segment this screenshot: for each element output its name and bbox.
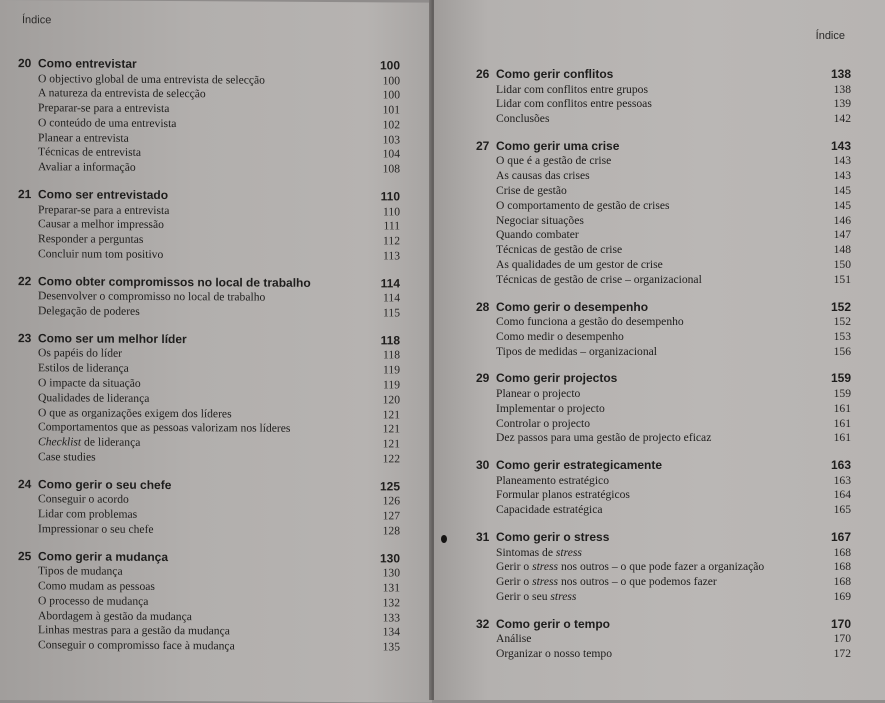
toc-entry [18, 638, 400, 655]
toc-entry-page: 152 [833, 315, 851, 329]
toc-entry-title: Case studies [38, 450, 96, 464]
toc-entry-page: 168 [833, 560, 851, 574]
toc-entry-title: Planeamento estratégico [496, 473, 609, 487]
chapter-page-number: 100 [379, 58, 400, 73]
toc-entry [476, 417, 851, 432]
ink-spot [441, 535, 447, 543]
right-page [434, 0, 885, 700]
chapter-number: 26 [476, 67, 490, 81]
toc-entry-title: Análise [496, 632, 532, 646]
toc-entry-page: 103 [382, 133, 400, 147]
toc-entry-title: Dez passos para uma gestão de projecto eficaz [496, 431, 712, 445]
toc-entry-title: As causas das crises [496, 169, 590, 183]
toc-entry-page: 143 [833, 154, 851, 168]
toc-entry [476, 431, 851, 446]
toc-entry-title: Formular planos estratégicos [496, 488, 630, 502]
toc-entry-page: 139 [833, 97, 851, 111]
toc-entry-page: 146 [833, 213, 851, 227]
toc-entry-title: Os papéis do líder [38, 346, 123, 361]
toc-entry-page: 147 [833, 228, 851, 242]
toc-entry [476, 154, 851, 169]
toc-entry-title: Implementar o projecto [496, 401, 605, 415]
toc-entry [476, 503, 851, 518]
chapter-title: 23 Como ser um melhor líder [18, 330, 187, 346]
toc-entry-title: Como medir o desempenho [496, 329, 624, 343]
toc-entry-page: 114 [383, 291, 400, 305]
toc-left-column [18, 56, 400, 667]
toc-entry [476, 199, 851, 214]
toc-entry-page: 143 [833, 169, 851, 183]
toc-entry-title: Comportamentos que as pessoas valorizam nos líderes [38, 420, 291, 436]
chapter-heading [476, 458, 851, 474]
toc-entry-title: Técnicas de gestão de crise – organizacional [496, 272, 702, 286]
toc-entry-title: Abordagem à gestão da mudança [38, 608, 192, 623]
toc-entry-page: 119 [383, 378, 400, 392]
toc-chapter-28 [476, 300, 851, 360]
toc-entry-title: Tipos de medidas – organizacional [496, 344, 657, 358]
chapter-title: 30 Como gerir estrategicamente [476, 458, 663, 473]
toc-entry-page: 145 [833, 198, 851, 212]
toc-entry-page: 100 [382, 73, 400, 87]
toc-entry-title: O comportamento de gestão de crises [496, 198, 670, 212]
chapter-page-number: 170 [830, 616, 851, 631]
toc-entry [18, 304, 400, 321]
chapter-heading [476, 139, 851, 155]
toc-entry-page: 151 [833, 272, 851, 286]
chapter-title: 25 Como gerir a mudança [18, 548, 169, 564]
running-head-right: Índice [815, 30, 845, 42]
chapter-title: 27 Como gerir uma crise [476, 138, 620, 153]
chapter-page-number: 152 [830, 299, 851, 314]
toc-entry-page: 169 [833, 589, 851, 603]
toc-entry [476, 258, 851, 273]
toc-entry [476, 97, 851, 112]
toc-entry-page: 163 [833, 473, 851, 487]
toc-chapter-22 [18, 274, 400, 321]
toc-entry-page: 170 [833, 632, 851, 646]
toc-entry-title: Impressionar o seu chefe [38, 522, 154, 536]
chapter-heading [476, 371, 851, 387]
toc-entry-page: 110 [383, 204, 400, 219]
toc-entry [476, 112, 851, 127]
chapter-title: 32 Como gerir o tempo [476, 616, 611, 631]
toc-entry-page: 161 [833, 431, 851, 445]
toc-entry-title: Quando combater [496, 228, 579, 242]
toc-entry-title: O que as organizações exigem dos líderes [38, 405, 232, 420]
toc-entry-page: 168 [833, 545, 851, 559]
toc-entry-page: 121 [382, 407, 400, 421]
toc-chapter-26 [476, 67, 851, 127]
toc-entry-title: Estilos de liderança [38, 361, 129, 375]
toc-chapter-32 [476, 617, 851, 662]
toc-entry [476, 83, 851, 98]
toc-entry [476, 474, 851, 489]
toc-entry-page: 104 [382, 147, 400, 161]
toc-entry-title: O objectivo global de uma entrevista de selecção [38, 71, 265, 87]
toc-entry-page: 172 [833, 647, 851, 661]
toc-entry-title: Linhas mestras para a gestão da mudança [38, 623, 230, 638]
toc-entry-title: Planear o projecto [496, 386, 581, 400]
chapter-page-number: 167 [830, 530, 851, 545]
toc-entry-title: O processo de mudança [38, 593, 149, 608]
toc-entry-page: 130 [382, 566, 400, 580]
toc-entry-page: 161 [833, 401, 851, 415]
toc-entry-title: Conclusões [496, 112, 550, 126]
toc-chapter-30 [476, 458, 851, 518]
toc-entry-page: 127 [382, 509, 400, 523]
toc-right-column [476, 67, 851, 674]
toc-entry-page: 122 [382, 452, 400, 466]
chapter-page-number: 163 [830, 458, 851, 473]
toc-entry [476, 243, 851, 258]
toc-entry [476, 632, 851, 647]
toc-entry-page: 142 [833, 112, 851, 126]
chapter-number: 22 [18, 273, 32, 288]
toc-entry-title: As qualidades de um gestor de crise [496, 257, 663, 271]
toc-entry-title: Qualidades de liderança [38, 390, 150, 405]
toc-chapter-20 [18, 56, 400, 177]
toc-entry [476, 330, 851, 345]
chapter-number: 25 [18, 548, 32, 563]
toc-entry-page: 119 [383, 363, 400, 377]
chapter-heading [476, 300, 851, 316]
toc-entry-title: Técnicas de gestão de crise [496, 243, 623, 257]
toc-entry-page: 131 [382, 581, 400, 595]
toc-entry [476, 590, 851, 605]
toc-entry-title: Como funciona a gestão do desempenho [496, 315, 684, 329]
toc-entry-title: Desenvolver o compromisso no local de trabalho [38, 289, 266, 304]
chapter-number: 28 [476, 299, 490, 314]
toc-entry-title: Responder a perguntas [38, 232, 144, 247]
toc-entry-page: 113 [383, 249, 400, 263]
toc-entry-page: 145 [833, 183, 851, 197]
toc-entry-page: 120 [382, 393, 400, 407]
toc-entry-page: 121 [382, 422, 400, 436]
toc-chapter-24 [18, 477, 400, 539]
chapter-page-number: 159 [830, 371, 851, 386]
toc-entry-title: Como mudam as pessoas [38, 579, 155, 593]
chapter-page-number: 125 [379, 479, 400, 494]
toc-chapter-25 [18, 549, 400, 656]
toc-entry-page: 159 [833, 386, 851, 400]
toc-entry-page: 161 [833, 416, 851, 430]
chapter-number: 23 [18, 330, 32, 346]
toc-entry-page: 153 [833, 329, 851, 343]
chapter-page-number: 138 [830, 67, 851, 81]
toc-chapter-31 [476, 530, 851, 605]
toc-entry-page: 108 [382, 162, 400, 176]
toc-entry-page: 164 [833, 488, 851, 502]
toc-entry-title: Técnicas de entrevista [38, 145, 142, 160]
toc-entry [476, 273, 851, 288]
toc-entry [476, 345, 851, 360]
chapter-page-number: 110 [380, 189, 400, 204]
toc-chapter-23 [18, 331, 400, 467]
toc-entry-title: Conseguir o acordo [38, 492, 129, 507]
toc-entry [18, 247, 400, 264]
toc-chapter-27 [476, 139, 851, 288]
toc-entry-title: Negociar situações [496, 213, 584, 227]
toc-entry-page: 100 [382, 88, 400, 102]
chapter-title: 21 Como ser entrevistado [18, 187, 169, 203]
toc-entry-title: Tipos de mudança [38, 564, 123, 578]
toc-entry [476, 402, 851, 417]
toc-entry-page: 126 [382, 494, 400, 508]
toc-entry-page: 133 [382, 610, 400, 624]
toc-entry-title: Gerir o seu stress [496, 589, 577, 603]
toc-chapter-29 [476, 371, 851, 446]
chapter-number: 32 [476, 616, 490, 631]
toc-entry-page: 165 [833, 503, 851, 517]
toc-entry-title: Planear a entrevista [38, 130, 129, 145]
toc-entry-title: Checklist de liderança [38, 435, 141, 449]
chapter-number: 24 [18, 476, 32, 491]
toc-entry-title: Organizar o nosso tempo [496, 647, 613, 661]
toc-entry-page: 111 [383, 219, 400, 233]
toc-entry [18, 160, 400, 177]
chapter-title: 20 Como entrevistar [18, 56, 137, 71]
toc-entry-page: 128 [382, 524, 400, 538]
toc-entry-page: 168 [833, 575, 851, 589]
toc-entry-title: Gerir o stress nos outros – o que pode fazer a organização [496, 560, 765, 574]
chapter-title: 24 Como gerir o seu chefe [18, 476, 172, 492]
toc-entry [476, 488, 851, 503]
toc-entry-page: 101 [382, 103, 400, 117]
toc-entry-title: O impacte da situação [38, 376, 141, 390]
toc-entry [476, 228, 851, 243]
toc-entry-title: Lidar com conflitos entre pessoas [496, 97, 652, 111]
toc-entry-page: 148 [833, 243, 851, 257]
chapter-title: 31 Como gerir o stress [476, 530, 610, 545]
toc-entry-title: Conseguir o compromisso face à mudança [38, 638, 235, 653]
toc-entry [476, 214, 851, 229]
toc-entry [476, 546, 851, 561]
toc-entry-title: Capacidade estratégica [496, 503, 603, 517]
toc-entry-title: Sintomas de stress [496, 545, 582, 559]
chapter-number: 27 [476, 138, 490, 153]
toc-entry-title: Gerir o stress nos outros – o que podemos fazer [496, 575, 717, 589]
toc-entry [476, 184, 851, 199]
chapter-page-number: 143 [830, 138, 851, 153]
toc-entry-page: 150 [833, 257, 851, 271]
toc-entry-page: 118 [383, 348, 400, 362]
toc-entry-page: 134 [382, 625, 400, 639]
toc-entry-title: Preparar-se para a entrevista [38, 202, 170, 217]
toc-entry-title: O que é a gestão de crise [496, 154, 612, 168]
toc-entry-page: 132 [382, 596, 400, 610]
toc-entry-title: Controlar o projecto [496, 416, 591, 430]
chapter-title: 26 Como gerir conflitos [476, 67, 614, 81]
left-page [0, 0, 432, 703]
chapter-number: 29 [476, 371, 490, 386]
chapter-number: 30 [476, 458, 490, 473]
chapter-page-number: 118 [380, 333, 400, 348]
toc-entry-title: O conteúdo de uma entrevista [38, 116, 177, 130]
toc-entry-title: Preparar-se para a entrevista [38, 101, 170, 116]
toc-entry-title: Delegação de poderes [38, 304, 140, 318]
chapter-title: 28 Como gerir o desempenho [476, 299, 649, 314]
toc-entry-page: 138 [833, 82, 851, 96]
toc-entry [476, 647, 851, 662]
running-head-left: Índice [22, 14, 52, 27]
chapter-heading [476, 530, 851, 546]
toc-entry-page: 135 [382, 640, 400, 654]
chapter-heading [476, 67, 851, 83]
toc-entry-page: 102 [382, 118, 400, 132]
toc-entry [476, 560, 851, 575]
toc-entry-page: 115 [383, 306, 400, 320]
chapter-number: 31 [476, 530, 490, 545]
toc-entry-page: 156 [833, 344, 851, 358]
toc-entry [18, 450, 400, 467]
chapter-page-number: 130 [379, 550, 400, 566]
chapter-title: 22 Como obter compromissos no local de trabalho [18, 273, 311, 290]
toc-entry [476, 575, 851, 590]
toc-entry-title: A natureza da entrevista de selecção [38, 86, 206, 101]
toc-entry-page: 112 [383, 234, 400, 248]
toc-chapter-21 [18, 187, 400, 264]
toc-entry-title: Avaliar a informação [38, 160, 136, 175]
toc-entry-title: Concluir num tom positivo [38, 247, 164, 261]
toc-entry [476, 169, 851, 184]
toc-entry-title: Lidar com problemas [38, 507, 138, 521]
chapter-number: 21 [18, 187, 32, 202]
chapter-heading [476, 617, 851, 633]
chapter-title: 29 Como gerir projectos [476, 371, 618, 386]
toc-entry-title: Causar a melhor impressão [38, 217, 164, 232]
toc-entry [476, 315, 851, 330]
chapter-page-number: 114 [380, 276, 400, 291]
toc-entry-title: Crise de gestão [496, 183, 567, 197]
toc-entry [476, 387, 851, 402]
toc-entry-title: Lidar com conflitos entre grupos [496, 82, 648, 96]
toc-entry-page: 121 [382, 437, 400, 451]
toc-entry [18, 522, 400, 539]
chapter-number: 20 [18, 56, 32, 71]
